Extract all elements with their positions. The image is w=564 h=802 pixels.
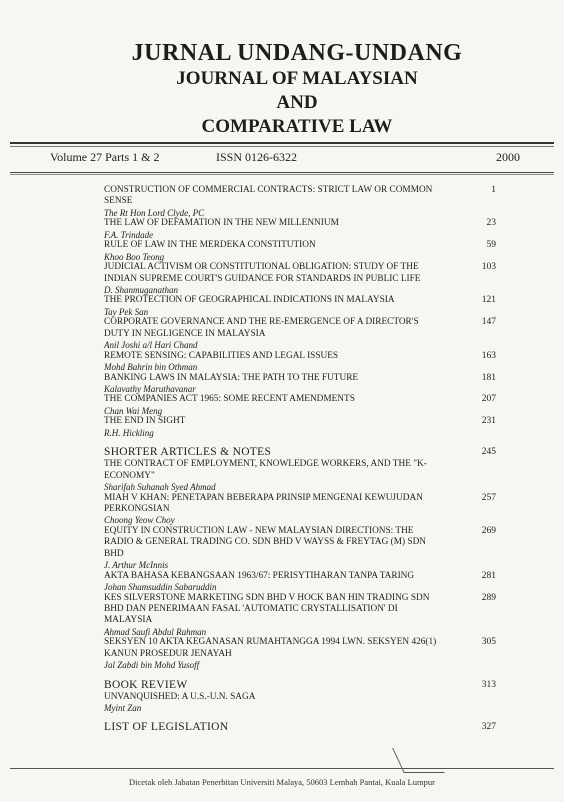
entry-page-number: 59 [486, 240, 496, 251]
entry-page-number: 305 [481, 637, 496, 648]
entry-title: CONSTRUCTION OF COMMERCIAL CONTRACTS: STRICT LAW OR COMMON SENSE [104, 185, 433, 207]
contents-list [104, 185, 496, 438]
entry-page-number: 257 [481, 492, 496, 503]
middle-rule [10, 172, 554, 175]
entry-title: THE CONTRACT OF EMPLOYMENT, KNOWLEDGE WORKERS, AND THE "K-ECONOMY" [104, 459, 427, 481]
toc-entry [104, 637, 496, 670]
toc-entry [104, 317, 496, 350]
entry-title: THE COMPANIES ACT 1965: SOME RECENT AMENDMENTS [104, 394, 355, 405]
entry-title: MIAH V KHAN: PENETAPAN BEBERAPA PRINSIP MENGENAI KEWUJUDAN PERKONGSIAN [104, 492, 423, 514]
shorter-articles-page: 245 [481, 447, 496, 458]
toc-entry [104, 571, 496, 593]
volume-line [50, 150, 520, 165]
entry-author: Sharifah Suhanah Syed Ahmad [104, 482, 216, 493]
entry-page-number: 269 [481, 525, 496, 536]
legislation-section [104, 720, 496, 734]
entry-title: THE END IN SIGHT [104, 416, 186, 427]
toc-entry [104, 262, 496, 295]
entry-page-number: 231 [481, 416, 496, 427]
entry-author: Myint Zan [104, 702, 142, 713]
stamp-mark [392, 748, 445, 773]
entry-page-number: 163 [481, 350, 496, 361]
legislation-heading: LIST OF LEGISLATION [104, 721, 229, 734]
entry-title: BANKING LAWS IN MALAYSIA: THE PATH TO THE FUTURE [104, 372, 359, 383]
entry-page-number: 289 [481, 592, 496, 603]
book-review-section [104, 678, 496, 692]
printer-footer: Dicetak oleh Jabatan Penerbitan Universiti Malaya, 50603 Lembah Pantai, Kuala Lumpur [129, 777, 435, 787]
entry-title: EQUITY IN CONSTRUCTION LAW - NEW MALAYSIAN DIRECTIONS: THE RADIO & GENERAL TRADING CO. SDN BHD V WAYSS & FREYTAG (M) SDN BHD [104, 525, 427, 559]
entry-page-number: 181 [481, 372, 496, 383]
entry-title: THE LAW OF DEFAMATION IN THE NEW MILLENNIUM [104, 218, 339, 229]
entry-page-number: 121 [481, 295, 496, 306]
entry-title: RULE OF LAW IN THE MERDEKA CONSTITUTION [104, 240, 316, 251]
entry-page-number: 147 [481, 317, 496, 328]
entry-author: Kalavathy Maruthavanar [104, 383, 196, 394]
journal-subtitle-line-1: JOURNAL OF MALAYSIAN [176, 68, 418, 89]
entry-author: Anil Joshi a/l Hari Chand [104, 340, 198, 351]
shorter-articles-heading: SHORTER ARTICLES & NOTES [104, 446, 272, 459]
legislation-page: 327 [481, 722, 496, 733]
book-review-list [104, 692, 496, 714]
entry-author: The Rt Hon Lord Clyde, PC [104, 207, 205, 218]
masthead [0, 40, 564, 138]
entry-author: F.A. Trindade [104, 229, 154, 240]
shorter-articles-section [104, 445, 496, 459]
entry-title: SEKSYEN 10 AKTA KEGANASAN RUMAHTANGGA 1994 LWN. SEKSYEN 426(1) KANUN PROSEDUR JENAYAH [104, 637, 437, 659]
toc-entry [104, 692, 496, 714]
entry-author: J. Arthur McInnis [104, 560, 169, 571]
entry-title: AKTA BAHASA KEBANGSAAN 1963/67: PERISYTIHARAN TANPA TARING [104, 570, 415, 581]
entry-page-number: 1 [491, 185, 496, 195]
entry-author: D. Shanmuganathan [104, 284, 178, 295]
entry-page-number: 207 [481, 394, 496, 405]
journal-subtitle-line-2: AND [276, 92, 318, 113]
toc-entry [104, 240, 496, 262]
toc-entry [104, 593, 496, 638]
journal-subtitle-line-3: COMPARATIVE LAW [201, 116, 393, 137]
entry-title: REMOTE SENSING: CAPABILITIES AND LEGAL ISSUES [104, 350, 339, 361]
table-of-contents [104, 185, 496, 734]
toc-entry [104, 373, 496, 395]
entry-title: UNVANQUISHED: A U.S.-U.N. SAGA [104, 691, 256, 702]
issn: ISSN 0126-6322 [216, 150, 298, 164]
entry-title: THE PROTECTION OF GEOGRAPHICAL INDICATIONS IN MALAYSIA [104, 295, 395, 306]
year: 2000 [496, 150, 520, 164]
entry-title: JUDICIAL ACTIVISM OR CONSTITUTIONAL OBLIGATION: STUDY OF THE INDIAN SUPREME COURT'S GUIDANCE FOR STANDARDS IN PUBLIC LIFE [104, 262, 421, 284]
entry-author: Khoo Boo Teong [104, 251, 165, 262]
entry-author: Mohd Bahrin bin Othman [104, 362, 198, 373]
entry-page-number: 281 [481, 570, 496, 581]
entry-author: Tay Pek San [104, 306, 149, 317]
toc-entry [104, 185, 496, 218]
shorter-articles-list [104, 459, 496, 670]
entry-title: KES SILVERSTONE MARKETING SDN BHD V HOCK BAN HIN TRADING SDN BHD DAN PENERIMAAN FASAL 'AUTOMATIC CRYSTALLISATION' DI MALAYSIA [104, 592, 430, 626]
entry-author: Ahmad Saufi Abdul Rahman [104, 626, 207, 637]
entry-author: Jal Zabdi bin Mohd Yusoff [104, 660, 200, 671]
entry-author: Johan Shamsuddin Sabaruddin [104, 582, 217, 593]
toc-entry [104, 526, 496, 571]
volume-number: Volume 27 Parts 1 & 2 [50, 150, 160, 164]
entry-page-number: 103 [481, 262, 496, 273]
toc-entry [104, 218, 496, 240]
bottom-rule [10, 768, 554, 769]
book-review-heading: BOOK REVIEW [104, 678, 188, 691]
entry-page-number: 23 [486, 218, 496, 229]
book-review-page: 313 [481, 679, 496, 690]
entry-author: R.H. Hickling [104, 427, 154, 438]
toc-entry [104, 394, 496, 416]
entry-author: Chan Wai Meng [104, 405, 163, 416]
toc-entry [104, 295, 496, 317]
toc-entry [104, 459, 496, 492]
entry-author: Choong Yeow Choy [104, 515, 175, 526]
top-rule [10, 142, 554, 147]
journal-title: JURNAL UNDANG-UNDANG [131, 40, 463, 66]
toc-entry [104, 351, 496, 373]
entry-title: CORPORATE GOVERNANCE AND THE RE-EMERGENCE OF A DIRECTOR'S DUTY IN NEGLIGENCE IN MALAYSIA [104, 317, 419, 339]
toc-entry [104, 493, 496, 526]
toc-entry [104, 416, 496, 438]
